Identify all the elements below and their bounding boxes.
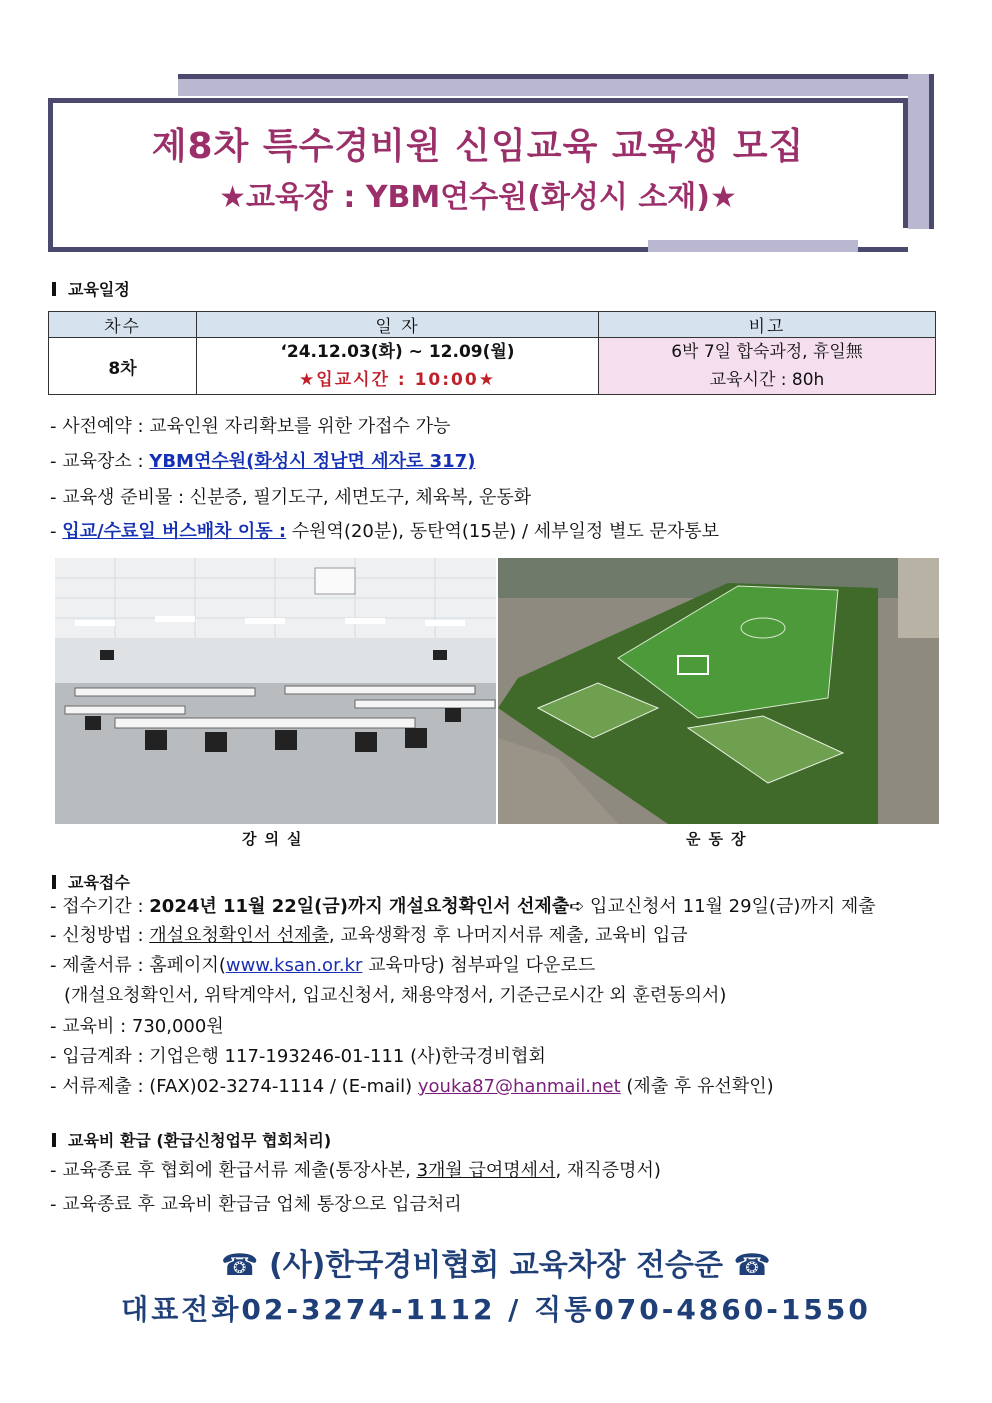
refund-line-1: - 교육종료 후 협회에 환급서류 제출(통장사본, 3개월 급여명세서, 재직증명서) [50,1160,661,1181]
contact-phones: 대표전화02-3274-1112 / 직통070-4860-1550 [121,1293,871,1326]
cell-round: 8차 [49,338,197,395]
docs-line: - 제출서류 : 홈페이지(www.ksan.or.kr 교육마당) 첨부파일 다운로드 [50,955,596,976]
header-round: 차수 [49,312,197,338]
page-title: 제8차 특수경비원 신임교육 교육생 모집 [151,126,805,167]
banner-bottom-bar [648,240,858,252]
reception-heading: 교육접수 [52,870,130,893]
sports-field-photo [498,558,939,824]
refund-heading: 교육비 환급 (환급신청업무 협회처리) [52,1128,331,1151]
bullet-mark-icon [52,282,56,296]
place-line: - 교육장소 : YBM연수원(화성시 정남면 세자로 317) [50,451,476,472]
date-range: ‘24.12.03(화) ~ 12.09(월) [280,342,515,362]
email-link[interactable]: youka87@hanmail.net [417,1076,621,1097]
cell-note [599,338,936,395]
schedule-table [48,311,936,395]
refund-underline: 3개월 급여명세서 [416,1160,556,1181]
fee-line: - 교육비 : 730,000원 [50,1016,224,1037]
period-deadline: 2024년 11월 22일(금)까지 개설요청확인서 선제출 [149,896,570,917]
banner-stripe-right [908,74,934,229]
lecture-room-photo [55,558,496,824]
title-banner [48,74,934,252]
table-row [49,338,936,395]
method-underline: 개설요청확인서 선제출 [149,925,329,946]
page-subtitle: ★교육장 : YBM연수원(화성시 소재)★ [219,180,737,215]
method-line: - 신청방법 : 개설요청확인서 선제출, 교육생확정 후 나머지서류 제출, 교육비 입금 [50,925,688,946]
header-note: 비고 [599,312,936,338]
bus-label: 입교/수료일 버스배차 이동 : [62,521,287,542]
schedule-heading: 교육일정 [52,277,130,300]
note-line-1: 6박 7일 합숙과정, 휴일無 [671,342,863,362]
place-value: YBM연수원(화성시 정남면 세자로 317) [149,451,476,472]
note-line-2: 교육시간 : 80h [709,370,825,390]
period-line: - 접수기간 : 2024년 11월 22일(금)까지 개설요청확인서 선제출➪ 입교신청서 11월 29일(금)까지 제출 [50,896,876,917]
account-line: - 입금계좌 : 기업은행 117-193246-01-111 (사)한국경비협회 [50,1046,546,1067]
header-date: 일 자 [197,312,599,338]
table-header-row [49,312,936,338]
reserve-line: - 사전예약 : 교육인원 자리확보를 위한 가접수 가능 [50,416,451,437]
sports-field-caption: 운동장 [686,830,754,848]
entry-time: ★입교시간 : 10:00★ [299,370,496,390]
contact-person: ☎ (사)한국경비협회 교육차장 전승준 ☎ [221,1248,771,1283]
submit-line: - 서류제출 : (FAX)02-3274-1114 / (E-mail) youka87@hanmail.net (제출 후 유선확인) [50,1076,774,1097]
bus-line: - 입교/수료일 버스배차 이동 : 수원역(20분), 동탄역(15분) / 세부일정 별도 문자통보 [50,521,720,542]
banner-stripe-edge [178,74,934,79]
docs-list-line: (개설요청확인서, 위탁계약서, 입교신청서, 채용약정서, 기준근로시간 외 훈련동의서) [64,985,727,1006]
refund-line-2: - 교육종료 후 교육비 환급금 업체 통장으로 입금처리 [50,1194,462,1215]
bullet-mark-icon [52,875,56,889]
banner-frame-top [48,98,908,103]
items-line: - 교육생 준비물 : 신분증, 필기도구, 세면도구, 체육복, 운동화 [50,487,532,508]
homepage-link[interactable]: www.ksan.or.kr [225,955,363,976]
lecture-room-caption: 강의실 [242,830,310,848]
bullet-mark-icon [52,1133,56,1147]
cell-date [197,338,599,395]
